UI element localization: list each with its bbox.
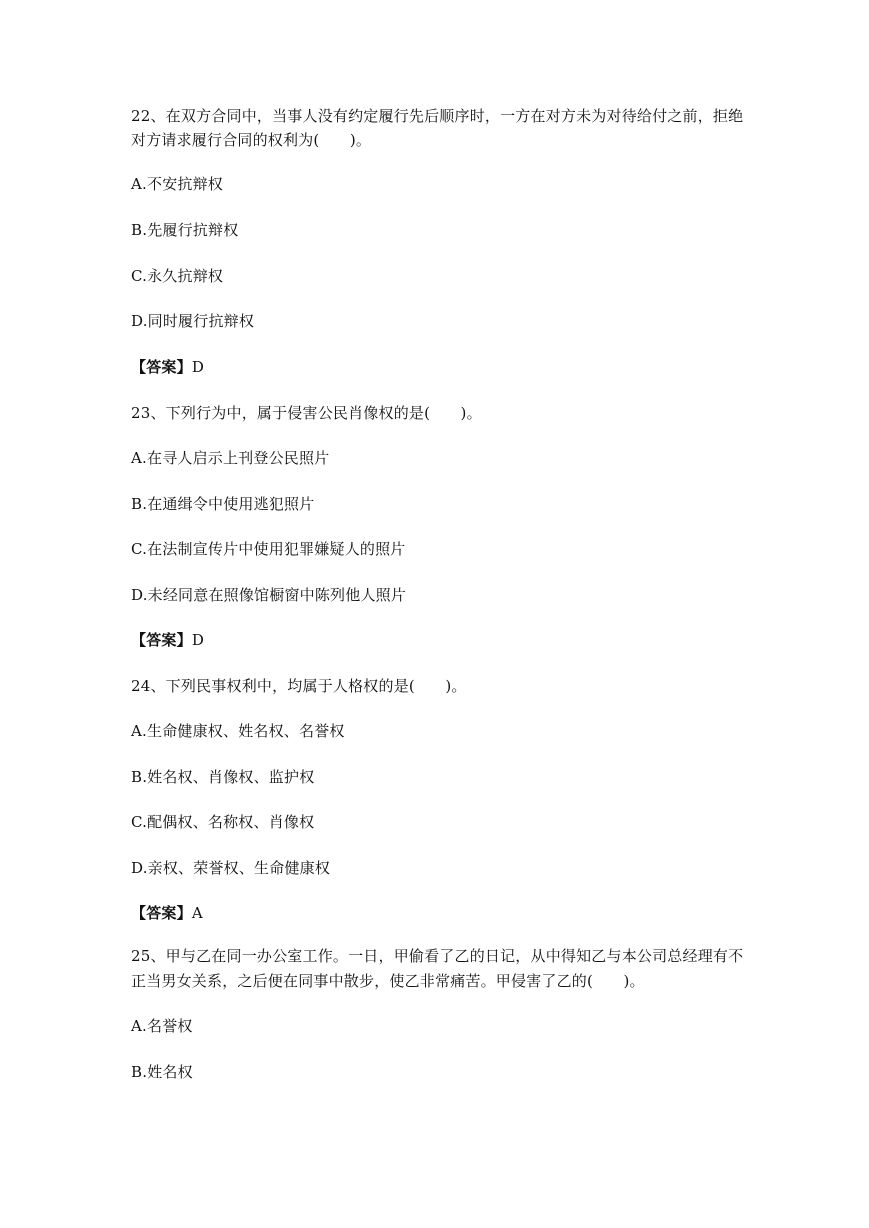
question-23-option-c: C.在法制宣传片中使用犯罪嫌疑人的照片 — [131, 540, 406, 558]
question-24-option-c: C.配偶权、名称权、肖像权 — [131, 813, 315, 831]
question-25-option-b: B.姓名权 — [131, 1063, 193, 1081]
question-22-answer — [131, 359, 751, 375]
question-22-option-d: D.同时履行抗辩权 — [131, 312, 255, 330]
question-24-option-d: D.亲权、荣誉权、生命健康权 — [131, 859, 331, 877]
question-25-option-a: A.名誉权 — [131, 1017, 193, 1035]
question-23-answer — [131, 632, 751, 648]
answer-value: D — [191, 358, 205, 376]
question-25-stem-line-2: 正当男女关系，之后便在同事中散步，使乙非常痛苦。甲侵害了乙的( )。 — [131, 972, 645, 990]
question-22-stem-line-1: 22、在双方合同中，当事人没有约定履行先后顺序时，一方在对方未为对待给付之前，拒绝 — [131, 107, 744, 125]
question-23-stem-line-1: 23、下列行为中，属于侵害公民肖像权的是( )。 — [131, 404, 482, 422]
question-23-option-d: D.未经同意在照像馆橱窗中陈列他人照片 — [131, 586, 407, 604]
question-24-option-a: A.生命健康权、姓名权、名誉权 — [131, 722, 345, 740]
answer-label: 【答案】 — [131, 904, 192, 922]
question-23-option-b: B.在通缉令中使用逃犯照片 — [131, 495, 315, 513]
question-23-option-a: A.在寻人启示上刊登公民照片 — [131, 449, 330, 467]
question-24-answer — [131, 905, 751, 921]
question-22-option-a: A.不安抗辩权 — [131, 175, 224, 193]
answer-label: 【答案】 — [131, 631, 192, 649]
answer-value: A — [191, 904, 203, 922]
answer-label: 【答案】 — [131, 358, 192, 376]
question-24-option-b: B.姓名权、肖像权、监护权 — [131, 768, 315, 786]
question-24-stem-line-1: 24、下列民事权利中，均属于人格权的是( )。 — [131, 677, 467, 695]
question-22-option-b: B.先履行抗辩权 — [131, 221, 239, 239]
question-22-stem-line-2: 对方请求履行合同的权利为( )。 — [131, 131, 372, 149]
question-25-stem-line-1: 25、甲与乙在同一办公室工作。一日，甲偷看了乙的日记，从中得知乙与本公司总经理有不 — [131, 947, 744, 965]
question-22-option-c: C.永久抗辩权 — [131, 267, 224, 285]
answer-value: D — [191, 631, 205, 649]
